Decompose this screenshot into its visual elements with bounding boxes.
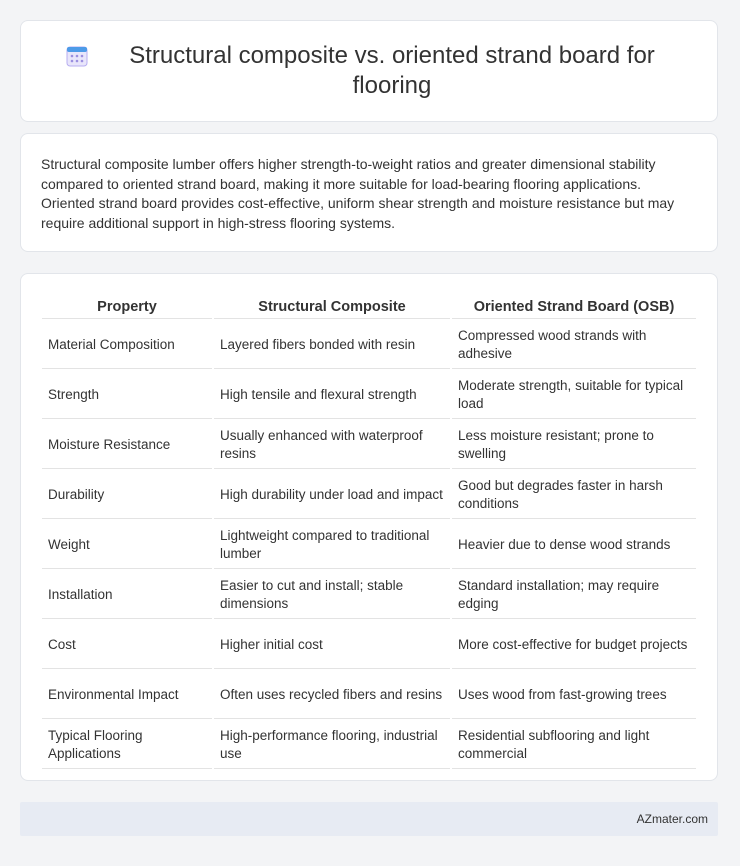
property-cell: Installation xyxy=(42,571,212,619)
structural-composite-cell: Easier to cut and install; stable dimensions xyxy=(214,571,450,619)
property-cell: Typical Flooring Applications xyxy=(42,721,212,769)
osb-cell: Good but degrades faster in harsh conditions xyxy=(452,471,696,519)
osb-cell: Uses wood from fast-growing trees xyxy=(452,671,696,719)
table-row xyxy=(42,671,696,719)
summary-card xyxy=(20,133,718,252)
property-cell: Strength xyxy=(42,371,212,419)
footer xyxy=(20,802,718,836)
structural-composite-cell: Higher initial cost xyxy=(214,621,450,669)
table-row xyxy=(42,321,696,369)
comparison-table-card xyxy=(20,273,718,781)
table-row xyxy=(42,421,696,469)
structural-composite-cell: Layered fibers bonded with resin xyxy=(214,321,450,369)
column-header-osb: Oriented Strand Board (OSB) xyxy=(452,296,696,319)
table-row xyxy=(42,371,696,419)
page-title: Structural composite vs. oriented strand board for flooring xyxy=(129,42,655,99)
structural-composite-cell: Often uses recycled fibers and resins xyxy=(214,671,450,719)
structural-composite-cell: High tensile and flexural strength xyxy=(214,371,450,419)
property-cell: Environmental Impact xyxy=(42,671,212,719)
osb-cell: Moderate strength, suitable for typical load xyxy=(452,371,696,419)
summary-text: Structural composite lumber offers higher strength-to-weight ratios and greater dimensional stability compared to oriented strand board, making it more suitable for load-bearing flooring applications. Oriented strand board provides cost-effective, uniform shear strength and moisture resistance but may require additional support in high-stress flooring systems. xyxy=(41,156,675,231)
osb-cell: Less moisture resistant; prone to swelling xyxy=(452,421,696,469)
structural-composite-cell: Usually enhanced with waterproof resins xyxy=(214,421,450,469)
osb-cell: Standard installation; may require edging xyxy=(452,571,696,619)
property-cell: Material Composition xyxy=(42,321,212,369)
title-wrap xyxy=(59,41,679,101)
column-header-structural-composite: Structural Composite xyxy=(214,296,450,319)
title-card xyxy=(20,20,718,122)
calendar-icon xyxy=(66,45,88,67)
table-row xyxy=(42,571,696,619)
structural-composite-cell: Lightweight compared to traditional lumber xyxy=(214,521,450,569)
table-row xyxy=(42,521,696,569)
property-cell: Weight xyxy=(42,521,212,569)
table-row xyxy=(42,721,696,769)
structural-composite-cell: High durability under load and impact xyxy=(214,471,450,519)
footer-site-link[interactable]: AZmater.com xyxy=(636,812,708,826)
table-header-row xyxy=(42,296,696,319)
property-cell: Durability xyxy=(42,471,212,519)
comparison-table xyxy=(40,294,698,771)
osb-cell: Compressed wood strands with adhesive xyxy=(452,321,696,369)
property-cell: Moisture Resistance xyxy=(42,421,212,469)
osb-cell: Residential subflooring and light commercial xyxy=(452,721,696,769)
structural-composite-cell: High-performance flooring, industrial use xyxy=(214,721,450,769)
osb-cell: Heavier due to dense wood strands xyxy=(452,521,696,569)
osb-cell: More cost-effective for budget projects xyxy=(452,621,696,669)
column-header-property: Property xyxy=(42,296,212,319)
property-cell: Cost xyxy=(42,621,212,669)
table-row xyxy=(42,621,696,669)
table-row xyxy=(42,471,696,519)
